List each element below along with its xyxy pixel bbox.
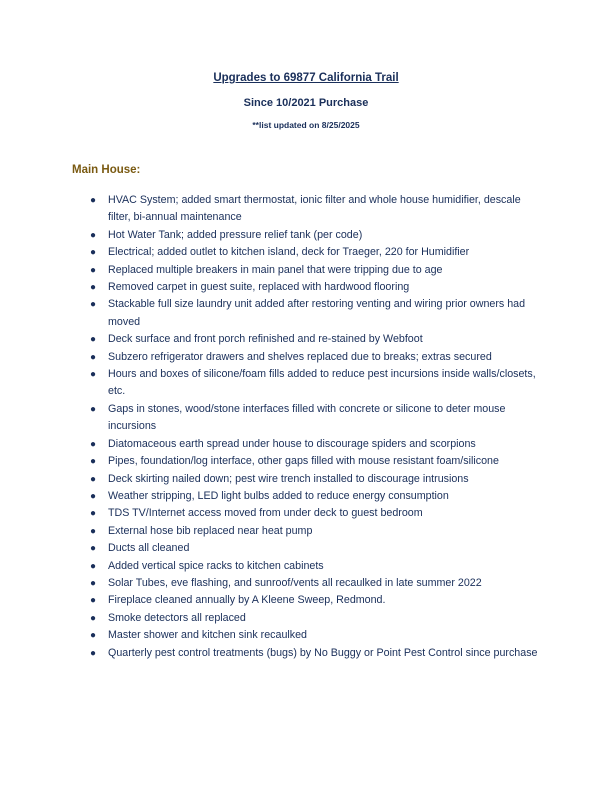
list-item [90,192,540,227]
list-item [90,471,540,488]
list-item-text: Pipes, foundation/log interface, other gaps filled with mouse resistant foam/silicone [108,455,499,468]
list-item-text: Master shower and kitchen sink recaulked [108,629,308,642]
list-item [90,244,540,261]
bullet-icon: ● [90,247,97,259]
list-item [90,453,540,470]
list-item [90,505,540,522]
list-item [90,540,540,557]
list-item-text: Smoke detectors all replaced [108,611,246,624]
list-item [90,349,540,366]
list-item-text: Stackable full size laundry unit added after restoring venting and wiring prior owners had moved [108,298,526,328]
list-item [90,488,540,505]
list-item-text: Hot Water Tank; added pressure relief tank (per code) [108,228,363,241]
bullet-icon: ● [90,456,97,468]
bullet-icon: ● [90,299,97,311]
bullet-icon: ● [90,508,97,520]
list-item-text: Fireplace cleaned annually by A Kleene Sweep, Redmond. [108,594,386,607]
bullet-icon: ● [90,560,97,572]
list-item-text: Solar Tubes, eve flashing, and sunroof/vents all recaulked in late summer 2022 [108,576,482,589]
list-item [90,592,540,609]
list-item-text: Gaps in stones, wood/stone interfaces filled with concrete or silicone to deter mouse incursions [108,402,506,433]
list-item-text: Added vertical spice racks to kitchen cabinets [108,559,324,572]
bullet-icon: ● [90,473,97,485]
list-item-text: Replaced multiple breakers in main panel that were tripping due to age [108,263,443,276]
list-item [90,523,540,540]
list-item-text: Ducts all cleaned [108,542,190,555]
bullet-icon: ● [90,351,97,363]
list-item-text: Quarterly pest control treatments (bugs) by No Buggy or Point Pest Control since purchase [108,646,538,659]
bullet-icon: ● [90,229,97,241]
section-heading-main-house: Main House: [72,164,141,176]
updated-note: **list updated on 8/25/2025 [252,120,360,130]
bullet-icon: ● [90,612,97,624]
bullet-icon: ● [90,525,97,537]
upgrade-list [90,192,540,662]
list-item [90,331,540,348]
bullet-icon: ● [90,543,97,555]
list-item [90,575,540,592]
bullet-icon: ● [90,438,97,450]
bullet-icon: ● [90,647,97,659]
list-item-text: Subzero refrigerator drawers and shelves replaced due to breaks; extras secured [108,350,492,363]
list-item [90,645,540,662]
list-item-text: Weather stripping, LED light bulbs added to reduce energy consumption [108,489,449,502]
bullet-icon: ● [90,195,97,206]
bullet-icon: ● [90,282,97,294]
list-item [90,227,540,244]
list-item [90,262,540,279]
document-title: Upgrades to 69877 California Trail [213,72,399,84]
bullet-icon: ● [90,490,97,502]
list-item [90,610,540,627]
bullet-icon: ● [90,577,97,589]
list-item [90,558,540,575]
list-item [90,401,540,436]
list-item-text: Removed carpet in guest suite, replaced with hardwood flooring [108,281,410,294]
list-item-text: HVAC System; added smart thermostat, ionic filter and whole house humidifier, descale filter, bi-annual maintenance [108,194,521,224]
bullet-icon: ● [90,403,97,415]
list-item [90,296,540,331]
list-item [90,627,540,644]
bullet-icon: ● [90,369,97,381]
list-item-text: Diatomaceous earth spread under house to discourage spiders and scorpions [108,437,476,450]
list-item-text: Deck surface and front porch refinished and re-stained by Webfoot [108,333,423,346]
list-item [90,366,540,401]
list-item-text: TDS TV/Internet access moved from under deck to guest bedroom [108,507,423,520]
list-item-text: Electrical; added outlet to kitchen island, deck for Traeger, 220 for Humidifier [108,246,470,259]
bullet-icon: ● [90,334,97,346]
bullet-icon: ● [90,264,97,276]
bullet-icon: ● [90,595,97,607]
document-subtitle: Since 10/2021 Purchase [243,97,369,109]
list-item [90,279,540,296]
list-item-text: Deck skirting nailed down; pest wire trench installed to discourage intrusions [108,472,469,485]
list-item [90,436,540,453]
list-item-text: External hose bib replaced near heat pump [108,524,313,537]
bullet-icon: ● [90,630,97,642]
list-item-text: Hours and boxes of silicone/foam fills added to reduce pest incursions inside walls/closets, etc. [108,368,536,398]
